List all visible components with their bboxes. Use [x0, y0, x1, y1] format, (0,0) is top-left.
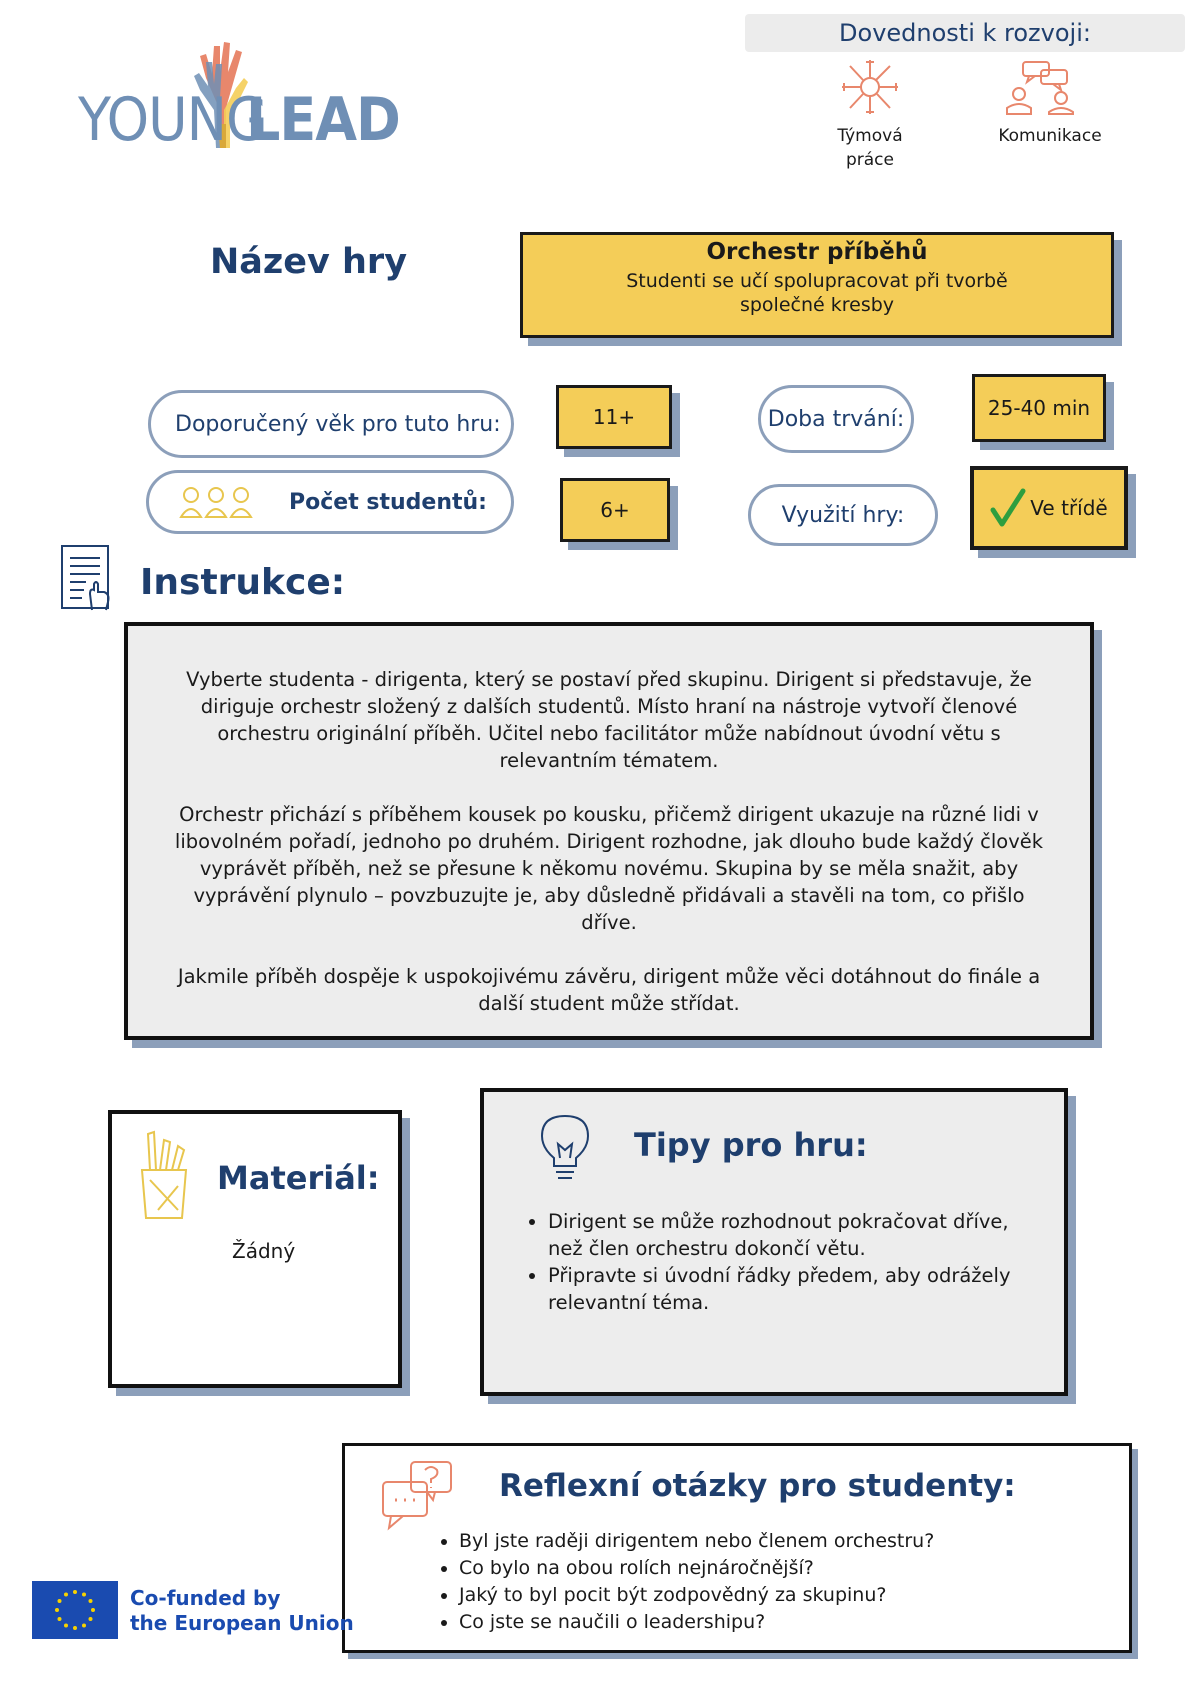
students-label-pill	[146, 470, 514, 534]
checkmark-icon	[990, 488, 1026, 528]
pencil-cup-icon	[138, 1130, 190, 1220]
students-label: Počet studentů:	[289, 489, 487, 515]
usage-value-box	[970, 466, 1128, 550]
game-title-box	[520, 232, 1114, 338]
teamwork-icon	[838, 56, 902, 118]
usage-label-pill	[748, 484, 938, 546]
instructions-title: Instrukce:	[140, 562, 346, 603]
materials-title: Materiál:	[217, 1159, 380, 1197]
skill-communication-line1: Komunikace	[998, 126, 1102, 146]
tip-item: • Dirigent se může rozhodnout pokračovat dříve, než člen orchestru dokončí větu.	[548, 1208, 1048, 1262]
reflection-question: • Co bylo na obou rolích nejnáročnější?	[459, 1555, 1119, 1582]
duration-value: 25-40 min	[987, 396, 1091, 420]
reflection-question: • Co jste se naučili o leadershipu?	[459, 1609, 1119, 1636]
usage-label: Využití hry:	[781, 502, 905, 528]
communication-icon	[1005, 60, 1075, 116]
tips-list	[524, 1208, 1048, 1316]
duration-value-box	[972, 374, 1106, 442]
young-lead-logo	[78, 38, 400, 155]
students-value: 6+	[600, 498, 630, 522]
logo-young-text: YOUNG	[78, 85, 267, 155]
game-name-label: Název hry	[210, 242, 408, 282]
skill-teamwork-line2: práce	[845, 150, 894, 170]
duration-label-pill	[758, 385, 914, 453]
skill-communication-label	[985, 124, 1115, 148]
materials-box	[108, 1110, 402, 1388]
skill-teamwork-label	[820, 124, 920, 172]
eu-text-line2: the European Union	[130, 1611, 354, 1635]
logo-lead-text: LEAD	[246, 85, 400, 155]
skills-title: Dovednosti k rozvoji:	[839, 19, 1091, 47]
students-value-box	[560, 478, 670, 542]
age-label-pill	[148, 390, 514, 458]
materials-value: Žádný	[232, 1239, 296, 1263]
age-value: 11+	[592, 405, 636, 429]
instructions-document-icon	[60, 544, 116, 614]
tip-item: • Připravte si úvodní řádky předem, aby odrážely relevantní téma.	[548, 1262, 1048, 1316]
instructions-paragraph-2: Orchestr přichází s příběhem kousek po kousku, přičemž dirigent ukazuje na různé lidi v libovolném pořadí, jednoho po druhém. Dirigent rozhodne, jak dlouho bude každý člověk vyprávět příběh, než se přesune k někomu novému. Skupina by se měla snažit, aby vyprávění plynulo – povzbuzujte je, aby důsledně přidávali a stavěli na tom, co přišlo dříve.	[174, 803, 1044, 934]
instructions-paragraph-1: Vyberte studenta - dirigenta, který se postaví před skupinu. Dirigent si představuje, že diriguje orchestr složený z dalších studentů. Místo hraní na nástroje vytvoří členové orchestru originální příběh. Učitel nebo facilitátor může nabídnout úvodní větu s relevantním tématem.	[186, 668, 1032, 772]
eu-cofunded-text	[130, 1586, 354, 1636]
eu-text-line1: Co-funded by	[130, 1586, 281, 1610]
lightbulb-icon	[538, 1112, 592, 1182]
skill-teamwork-line1: Týmová	[837, 126, 903, 146]
reflection-question: • Jaký to byl pocit být zodpovědný za skupinu?	[459, 1582, 1119, 1609]
age-value-box	[556, 385, 672, 449]
reflection-list	[435, 1528, 1119, 1636]
students-group-icon	[179, 485, 253, 519]
instructions-box	[124, 622, 1094, 1040]
age-label: Doporučený věk pro tuto hru:	[175, 411, 501, 437]
tips-title: Tipy pro hru:	[634, 1126, 868, 1164]
game-subtitle: Studenti se učí spolupracovat při tvorbě společné kresby	[626, 270, 1008, 316]
question-chat-icon	[381, 1460, 455, 1532]
reflection-box	[342, 1443, 1132, 1653]
game-name: Orchestr příběhů	[706, 239, 928, 265]
usage-value: Ve třídě	[1030, 496, 1108, 520]
eu-flag-icon	[32, 1581, 118, 1639]
reflection-title: Reflexní otázky pro studenty:	[499, 1468, 1016, 1504]
reflection-question: • Byl jste raději dirigentem nebo členem orchestru?	[459, 1528, 1119, 1555]
instructions-paragraph-3: Jakmile příběh dospěje k uspokojivému závěru, dirigent může věci dotáhnout do finále a další student může střídat.	[177, 965, 1041, 1015]
duration-label: Doba trvání:	[767, 406, 905, 432]
tips-box	[480, 1088, 1068, 1396]
